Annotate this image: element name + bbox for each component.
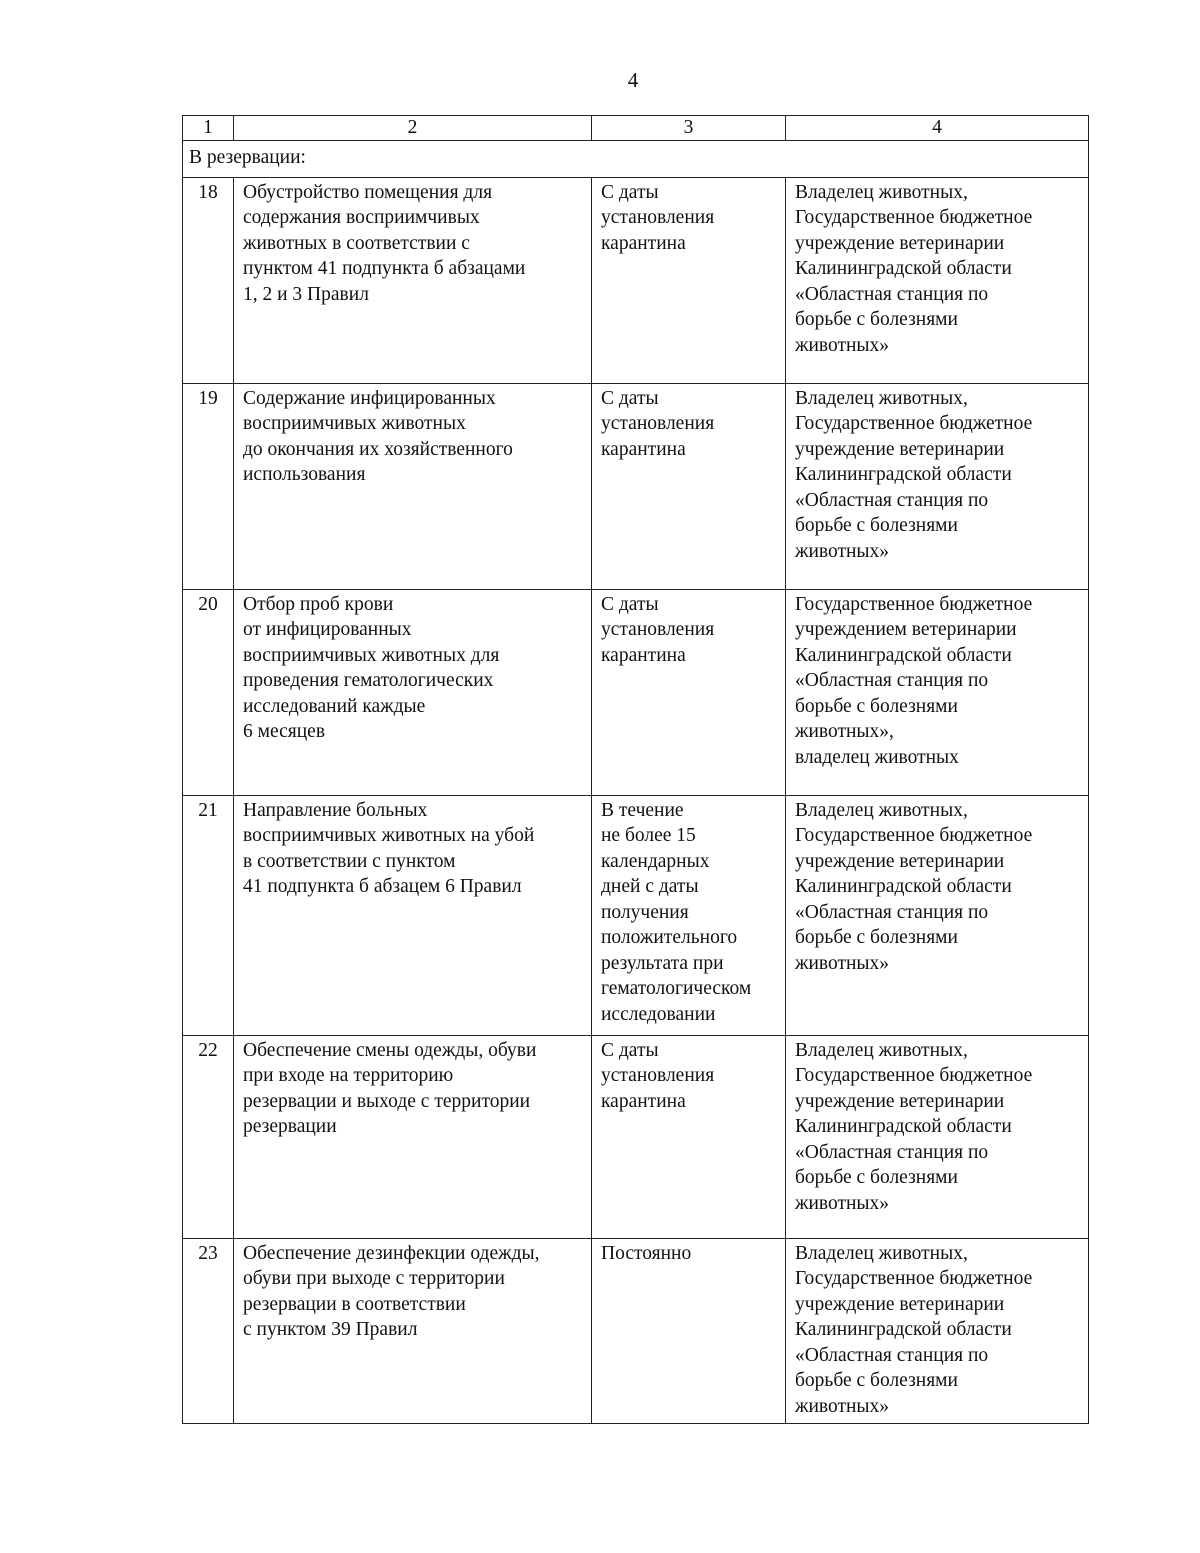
column-header-2: 2 — [234, 116, 592, 141]
measure-cell: Обеспечение смены одежды, обуви при входе на территорию резервации и выходе с территории резервации — [234, 1035, 592, 1238]
term-cell: С даты установления карантина — [592, 383, 786, 589]
page-number: 4 — [627, 68, 639, 92]
responsible-cell: Владелец животных, Государственное бюджетное учреждение ветеринарии Калининградской области «Областная станция по борьбе с болезнями животных» — [786, 795, 1089, 1035]
responsible-cell: Владелец животных, Государственное бюджетное учреждение ветеринарии Калининградской области «Областная станция по борьбе с болезнями животных» — [786, 383, 1089, 589]
row-number: 22 — [183, 1035, 234, 1238]
section-row — [183, 141, 1089, 178]
row-number: 21 — [183, 795, 234, 1035]
column-header-3: 3 — [592, 116, 786, 141]
row-number: 19 — [183, 383, 234, 589]
responsible-cell: Владелец животных, Государственное бюджетное учреждение ветеринарии Калининградской области «Областная станция по борьбе с болезнями животных» — [786, 177, 1089, 383]
responsible-cell: Владелец животных, Государственное бюджетное учреждение ветеринарии Калининградской области «Областная станция по борьбе с болезнями животных» — [786, 1035, 1089, 1238]
measure-cell: Отбор проб крови от инфицированных восприимчивых животных для проведения гематологических исследований каждые 6 месяцев — [234, 589, 592, 795]
responsible-cell: Владелец животных, Государственное бюджетное учреждение ветеринарии Калининградской области «Областная станция по борьбе с болезнями животных» — [786, 1238, 1089, 1424]
table-row — [183, 1035, 1089, 1238]
term-cell: С даты установления карантина — [592, 177, 786, 383]
row-number: 18 — [183, 177, 234, 383]
term-cell: С даты установления карантина — [592, 1035, 786, 1238]
responsible-cell: Государственное бюджетное учреждением ветеринарии Калининградской области «Областная станция по борьбе с болезнями животных», владелец животных — [786, 589, 1089, 795]
quarantine-measures-table — [182, 115, 1089, 1424]
measure-cell: Содержание инфицированных восприимчивых животных до окончания их хозяйственного использования — [234, 383, 592, 589]
measure-cell: Направление больных восприимчивых животных на убой в соответствии с пунктом 41 подпункта б абзацем 6 Правил — [234, 795, 592, 1035]
column-header-4: 4 — [786, 116, 1089, 141]
row-number: 20 — [183, 589, 234, 795]
table-row — [183, 177, 1089, 383]
measure-cell: Обеспечение дезинфекции одежды, обуви при выходе с территории резервации в соответствии с пунктом 39 Правил — [234, 1238, 592, 1424]
section-title: В резервации: — [183, 141, 1089, 178]
column-header-1: 1 — [183, 116, 234, 141]
table-row — [183, 795, 1089, 1035]
column-numbers-row — [183, 116, 1089, 141]
measure-cell: Обустройство помещения для содержания восприимчивых животных в соответствии с пунктом 41 подпункта б абзацами 1, 2 и 3 Правил — [234, 177, 592, 383]
term-cell: В течение не более 15 календарных дней с даты получения положительного результата при гематологическом исследовании — [592, 795, 786, 1035]
table-row — [183, 1238, 1089, 1424]
table-row — [183, 589, 1089, 795]
term-cell: Постоянно — [592, 1238, 786, 1424]
row-number: 23 — [183, 1238, 234, 1424]
term-cell: С даты установления карантина — [592, 589, 786, 795]
table-row — [183, 383, 1089, 589]
